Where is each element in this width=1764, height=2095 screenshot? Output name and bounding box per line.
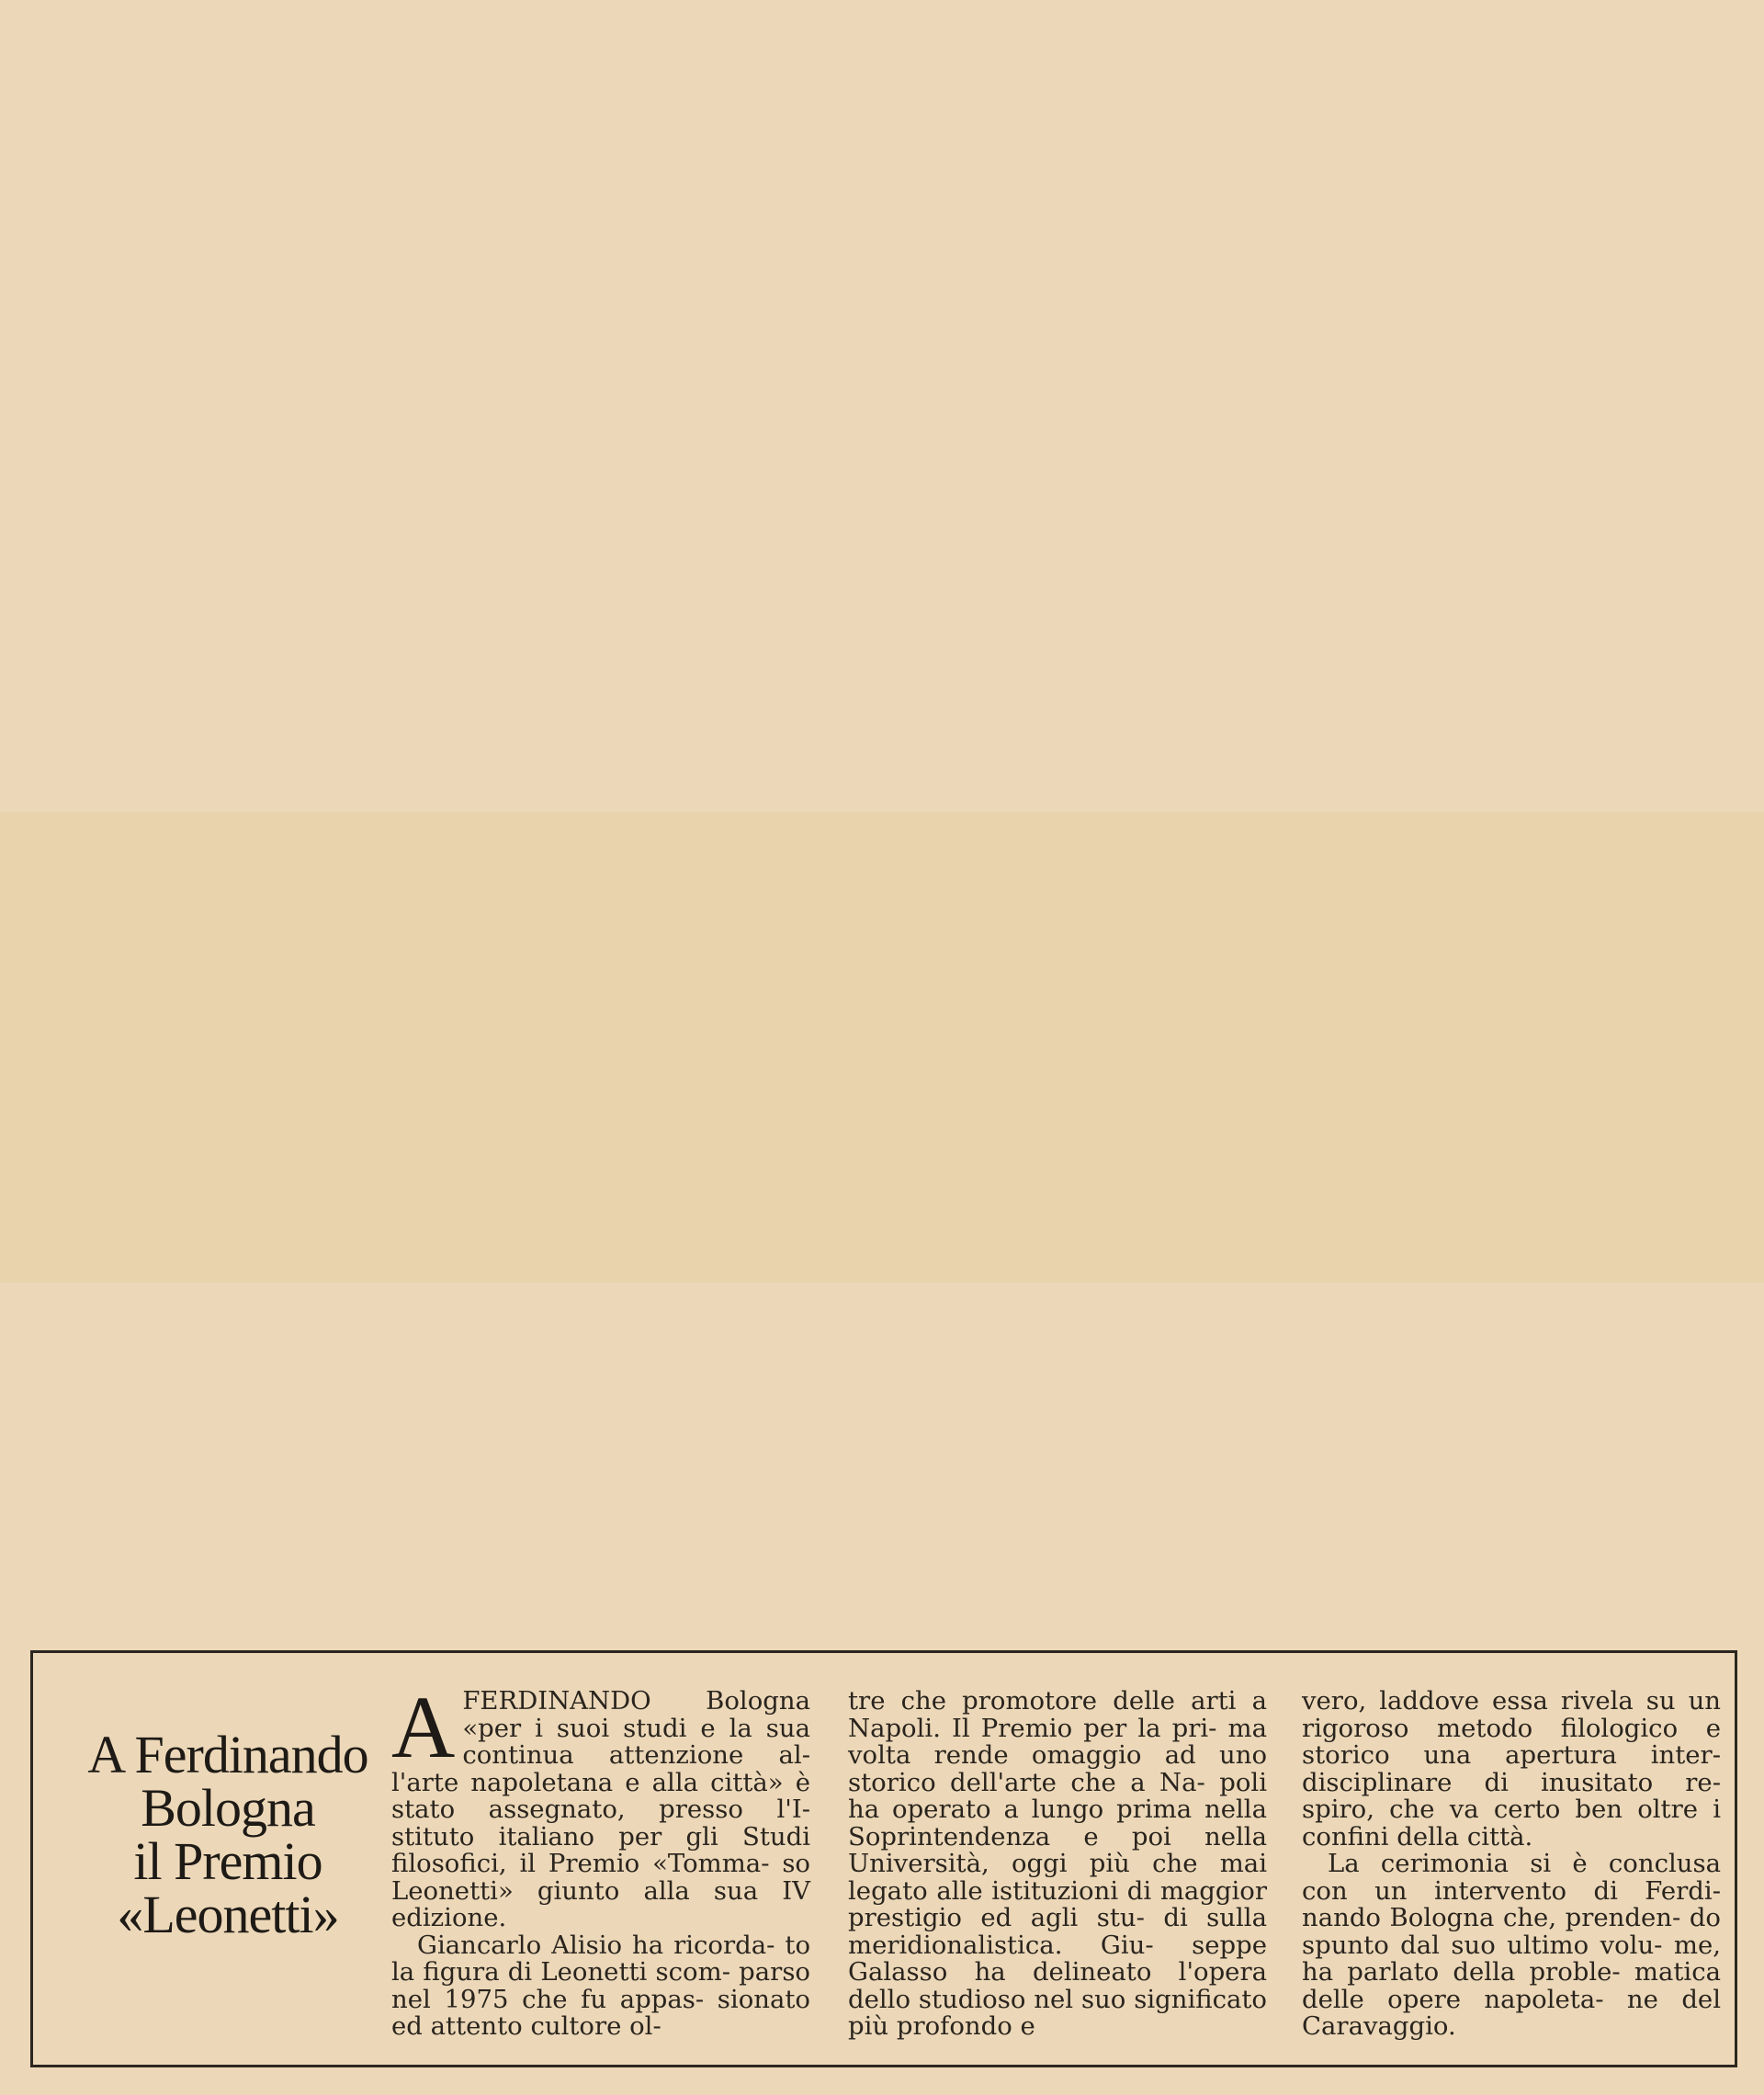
headline-line-1: A Ferdinando <box>87 1725 368 1784</box>
paragraph-5: La cerimonia si è conclusa con un intervento di Ferdi- nando Bologna che, prenden- do spunto dal suo ultimo volu- me, ha parlato della proble- matica delle opere napoleta- ne del Caravaggio. <box>1302 1849 1721 2041</box>
article-column-2 <box>848 1688 1267 2041</box>
drop-cap: A <box>391 1678 456 1776</box>
paragraph-1: FERDINANDO Bologna «per i suoi studi e la sua continua attenzione al- l'arte napoletana e alla città» è stato assegnato, presso l'I- stituto italiano per gli Studi filosofici, il Premio «Tomma- so Leonetti» giunto alla sua IV edizione. <box>391 1686 810 1932</box>
headline-line-3: il Premio <box>133 1831 322 1891</box>
headline-line-4: «Leonetti» <box>117 1885 339 1944</box>
article-column-1 <box>391 1678 810 2041</box>
article-frame <box>30 1650 1737 2067</box>
paragraph-4: vero, laddove essa rivela su un rigoroso metodo filologico e storico una apertura inter- disciplinare di inusitato re- spiro, che va certo ben oltre i confini della città. <box>1302 1686 1721 1852</box>
headline-line-2: Bologna <box>141 1778 315 1838</box>
paragraph-3: tre che promotore delle arti a Napoli. Il Premio per la pri- ma volta rende omaggio ad uno storico dell'arte che a Na- poli ha operato a lungo prima nella Soprintendenza e poi nella Università, oggi più che mai legato alle istituzioni di maggior prestigio ed agli stu- di sulla meridionalistica. Giu- seppe Galasso ha delineato l'opera dello studioso nel suo significato più profondo e <box>848 1686 1267 2041</box>
newspaper-clipping <box>0 812 1764 2041</box>
article-column-3 <box>1302 1688 1721 2041</box>
paragraph-2: Giancarlo Alisio ha ricorda- to la figura di Leonetti scom- parso nel 1975 che fu appas- sionato ed attento cultore ol- <box>391 1930 810 2041</box>
article-headline <box>44 1725 412 1944</box>
